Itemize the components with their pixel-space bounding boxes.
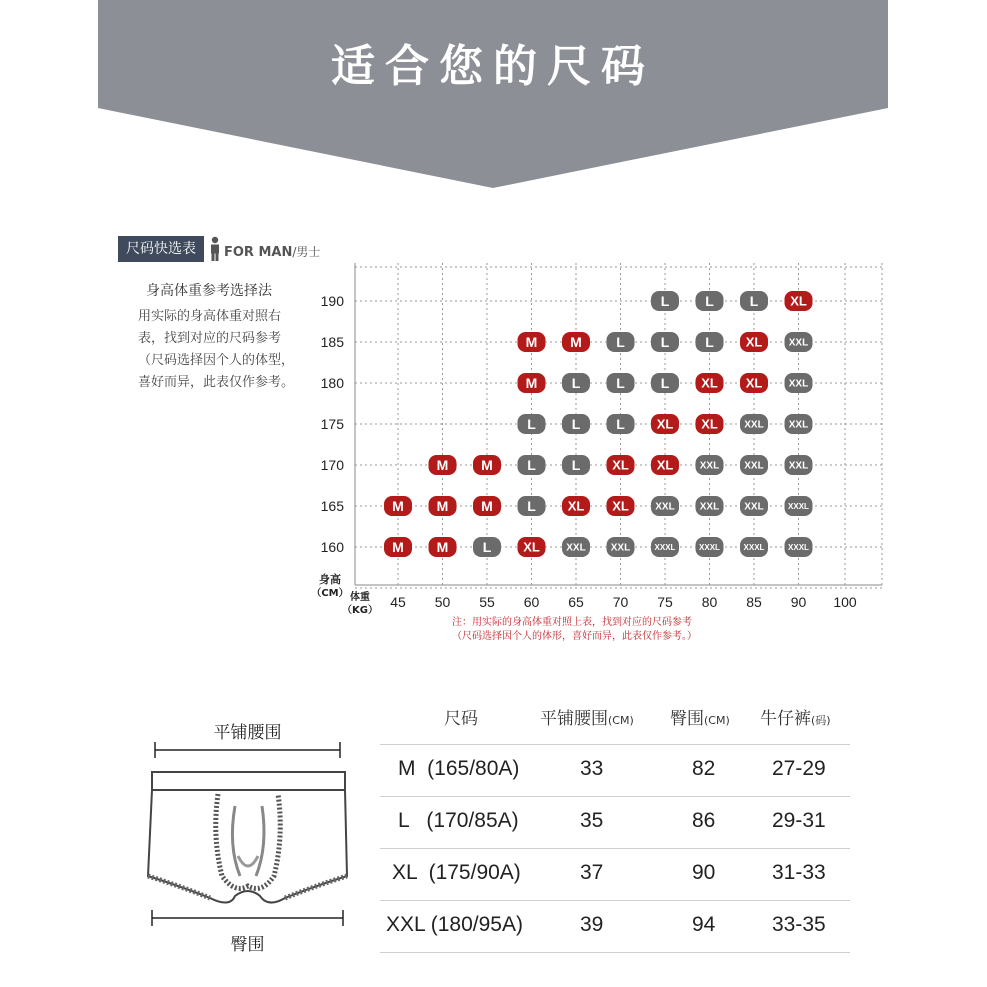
size-badge-label: L <box>616 416 625 433</box>
header-hip-unit: (CM) <box>704 714 730 727</box>
cell-hip: 94 <box>692 913 716 936</box>
header-jeans-text: 牛仔裤 <box>760 709 811 729</box>
header-hip <box>670 704 730 729</box>
size-table <box>380 700 850 953</box>
for-man-cn: /男士 <box>292 245 321 259</box>
size-badge-label: XXL <box>788 460 809 472</box>
man-icon <box>208 236 222 262</box>
cell-waist: 37 <box>580 861 604 884</box>
x-tick-label: 80 <box>701 594 718 610</box>
chart-note-line1: 注：用实际的身高体重对照上表，找到对应的尺码参考 <box>452 617 692 628</box>
size-badge-label: L <box>527 498 536 515</box>
y-axis-label: 身高 <box>319 573 341 586</box>
size-badge-label: L <box>482 539 492 556</box>
size-badge-label: L <box>616 334 625 351</box>
size-badge-label: XXL <box>788 337 809 349</box>
x-tick-label: 60 <box>523 594 540 610</box>
size-badge-label: L <box>571 457 581 474</box>
x-tick-label: 55 <box>479 594 495 610</box>
size-badge-label: XL <box>701 416 718 432</box>
x-tick-label: 75 <box>657 594 673 610</box>
size-badge-label: XL <box>656 416 674 432</box>
x-tick-label: 65 <box>568 594 584 610</box>
size-badge-label: L <box>660 334 670 351</box>
size-badge-label: XXL <box>744 460 764 472</box>
cell-hip: 86 <box>692 809 716 832</box>
size-badge-label: L <box>571 416 581 433</box>
x-tick-label: 85 <box>746 594 762 610</box>
size-badge-label: XXL <box>610 542 631 554</box>
cell-hip: 82 <box>692 757 716 780</box>
table-row <box>380 848 850 900</box>
y-tick-label: 180 <box>320 375 344 391</box>
size-badge-label: XXXL <box>788 542 809 552</box>
size-badge-label: XL <box>745 375 763 391</box>
y-tick-label: 160 <box>320 539 344 555</box>
x-axis-unit: （KG） <box>342 605 378 616</box>
size-badge-label: M <box>525 334 538 351</box>
for-man-text: FOR MAN <box>224 245 293 260</box>
method-title: 身高体重参考选择法 <box>146 283 272 299</box>
size-badge-label: M <box>436 457 449 474</box>
cell-jeans: 29-31 <box>772 809 826 832</box>
size-badge-label: L <box>571 375 581 392</box>
size-badge-label: XL <box>745 334 763 350</box>
y-tick-label: 170 <box>320 457 344 473</box>
x-tick-label: 70 <box>612 594 629 610</box>
size-badge-label: L <box>616 375 625 392</box>
page-title: 适合您的尺码 <box>331 41 655 92</box>
cell-waist: 35 <box>580 809 604 832</box>
size-badge-label: L <box>527 457 536 474</box>
size-badge-label: M <box>570 334 582 351</box>
cell-waist: 39 <box>580 913 604 936</box>
size-badge-label: XXXL <box>654 542 676 552</box>
banner <box>98 0 888 190</box>
size-badge-label: M <box>436 498 449 515</box>
y-tick-label: 185 <box>320 334 344 350</box>
size-badge-label: L <box>705 293 714 310</box>
header-waist <box>540 704 634 729</box>
size-badge-label: M <box>436 539 449 556</box>
size-badge-label: M <box>525 375 538 392</box>
size-badge-label: L <box>705 334 714 351</box>
size-badge-label: XL <box>656 457 674 473</box>
size-badge-label: XXL <box>655 501 675 513</box>
table-row <box>380 744 850 796</box>
chart-note-line2: （尺码选择因个人的体形，喜好而异，此表仅作参考。） <box>452 631 697 642</box>
size-badge-label: XXL <box>699 460 720 472</box>
size-badge-label: XL <box>612 498 629 514</box>
size-badge-label: XL <box>523 539 540 555</box>
x-axis-label: 体重 <box>350 592 370 603</box>
y-tick-label: 190 <box>320 293 344 309</box>
chart-note <box>452 616 697 644</box>
size-badge-label: XXL <box>744 419 764 431</box>
header-waist-text: 平铺腰围 <box>540 709 608 729</box>
x-tick-label: 50 <box>434 594 451 610</box>
x-tick-label: 100 <box>833 594 857 610</box>
cell-waist: 33 <box>580 757 604 780</box>
size-badge-label: XL <box>701 375 718 391</box>
table-row <box>380 900 850 953</box>
x-tick-label: 45 <box>390 594 406 610</box>
cell-jeans: 31-33 <box>772 861 826 884</box>
y-tick-label: 175 <box>320 416 344 432</box>
cell-jeans: 33-35 <box>772 913 826 936</box>
size-badge-label: L <box>660 293 670 310</box>
header-hip-text: 臀围 <box>670 709 704 729</box>
size-badge-label: M <box>392 539 404 556</box>
waist-label: 平铺腰围 <box>213 723 282 743</box>
size-badge-label: L <box>749 293 759 310</box>
cell-hip: 90 <box>692 861 716 884</box>
size-badge-label: L <box>527 416 536 433</box>
size-badge-label: XXXL <box>699 542 720 552</box>
cell-size: XL (175/90A) <box>392 861 521 884</box>
cell-size: L (170/85A) <box>398 809 519 832</box>
brief-illustration <box>140 736 355 931</box>
hip-label: 臀围 <box>230 935 265 955</box>
size-badge-label: M <box>392 498 404 515</box>
size-badge-label: XXXL <box>743 542 765 552</box>
header-waist-unit: (CM) <box>608 714 634 727</box>
x-tick-label: 90 <box>790 594 807 610</box>
y-tick-label: 165 <box>320 498 344 514</box>
banner-shape <box>98 0 888 190</box>
table-header <box>380 700 850 744</box>
method-text: 用实际的身高体重对照右表，找到对应的尺码参考（尺码选择因个人的体型，喜好而异，此表仅作参考。 <box>138 309 295 390</box>
size-chart <box>300 255 890 625</box>
size-badge-label: XXL <box>566 542 586 554</box>
y-axis-unit: （CM） <box>311 588 349 599</box>
cell-jeans: 27-29 <box>772 757 826 780</box>
cell-size: M (165/80A) <box>398 757 520 780</box>
size-badge-label: M <box>481 498 493 515</box>
size-badge-label: XXL <box>699 501 720 513</box>
size-badge-label: XL <box>567 498 585 514</box>
size-badge-label: XXL <box>744 501 764 513</box>
size-badge-label: XL <box>612 457 629 473</box>
size-badge-label: XXXL <box>788 501 809 511</box>
cell-size: XXL (180/95A) <box>386 913 523 936</box>
size-badge-label: L <box>660 375 670 392</box>
header-jeans-unit: (码) <box>811 714 831 727</box>
size-badge-label: M <box>481 457 493 474</box>
header-size: 尺码 <box>444 709 478 729</box>
header-jeans <box>760 704 831 729</box>
size-badge-label: XXL <box>788 378 809 390</box>
table-row <box>380 796 850 848</box>
size-badge-label: XXL <box>788 419 809 431</box>
size-badge-label: XL <box>790 293 807 309</box>
quick-select-label: 尺码快选表 <box>118 236 204 262</box>
